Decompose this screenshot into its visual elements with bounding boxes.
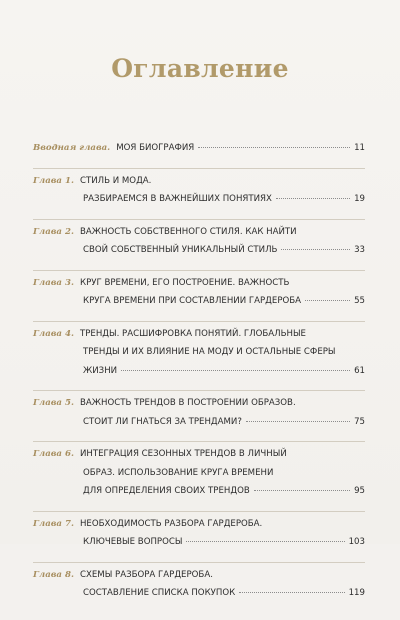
- toc-entry: [33, 278, 365, 315]
- chapter-label: Глава 2.: [33, 226, 74, 237]
- page-number: 33: [354, 245, 365, 255]
- toc-line: [33, 468, 365, 487]
- chapter-title-text: МОЯ БИОГРАФИЯ: [116, 143, 195, 153]
- chapter-title-text: КЛЮЧЕВЫЕ ВОПРОСЫ: [83, 537, 183, 547]
- toc-entry: [33, 227, 365, 264]
- dot-leader: [281, 249, 350, 250]
- toc-line: [33, 366, 365, 385]
- page-number: 61: [354, 365, 365, 376]
- dot-leader: [276, 198, 350, 199]
- chapter-title-text: ДЛЯ ОПРЕДЕЛЕНИЯ СВОИХ ТРЕНДОВ: [83, 486, 250, 496]
- chapter-title-text: НЕОБХОДИМОСТЬ РАЗБОРА ГАРДЕРОБА.: [79, 518, 263, 529]
- toc-line: [33, 398, 365, 417]
- chapter-title-text: КРУГ ВРЕМЕНИ, ЕГО ПОСТРОЕНИЕ. ВАЖНОСТЬ: [79, 277, 290, 288]
- chapter-title-text: ЖИЗНИ: [83, 365, 118, 376]
- chapter-label: Глава 5.: [33, 398, 74, 408]
- entry-divider: [33, 168, 365, 169]
- toc-line: [33, 278, 365, 297]
- chapter-label: Глава 3.: [33, 277, 74, 288]
- page-number: 19: [354, 194, 365, 204]
- toc-line: [33, 176, 365, 195]
- toc-line: [33, 486, 365, 505]
- chapter-label: Глава 7.: [33, 518, 74, 529]
- toc-entry: [33, 570, 365, 607]
- chapter-title-text: СТИЛЬ И МОДА.: [79, 175, 152, 186]
- chapter-title-text: ОБРАЗ. ИСПОЛЬЗОВАНИЕ КРУГА ВРЕМЕНИ: [83, 467, 274, 478]
- table-of-contents: [33, 143, 365, 620]
- toc-entry: [33, 398, 365, 435]
- chapter-label: Вводная глава.: [33, 143, 111, 153]
- dot-leader: [305, 300, 350, 301]
- entry-divider: [33, 219, 365, 220]
- chapter-title-text: ТРЕНДЫ. РАСШИФРОВКА ПОНЯТИЙ. ГЛОБАЛЬНЫЕ: [79, 328, 306, 339]
- chapter-label: Глава 8.: [33, 569, 74, 580]
- chapter-title-text: РАЗБИРАЕМСЯ В ВАЖНЕЙШИХ ПОНЯТИЯХ: [83, 194, 272, 204]
- toc-line: [33, 570, 365, 589]
- chapter-title-text: СТОИТ ЛИ ГНАТЬСЯ ЗА ТРЕНДАМИ?: [83, 416, 242, 427]
- dot-leader: [254, 490, 350, 491]
- chapter-title-text: ВАЖНОСТЬ ТРЕНДОВ В ПОСТРОЕНИИ ОБРАЗОВ.: [79, 398, 296, 408]
- chapter-label: Глава 4.: [33, 328, 74, 339]
- dot-leader: [186, 541, 344, 542]
- dot-leader: [198, 147, 350, 148]
- toc-line: [33, 347, 365, 366]
- dot-leader: [121, 370, 350, 371]
- chapter-title-text: СХЕМЫ РАЗБОРА ГАРДЕРОБА.: [79, 569, 213, 580]
- toc-line: [33, 329, 365, 348]
- entry-divider: [33, 441, 365, 442]
- dot-leader: [246, 421, 350, 422]
- page-number: 119: [348, 588, 365, 598]
- chapter-title-text: ВАЖНОСТЬ СОБСТВЕННОГО СТИЛЯ. КАК НАЙТИ: [79, 226, 297, 237]
- page-number: 103: [348, 537, 365, 547]
- page-title: Оглавление: [111, 54, 289, 83]
- page-number: 55: [354, 296, 365, 306]
- dot-leader: [239, 592, 344, 593]
- page-number: 95: [354, 486, 365, 496]
- toc-line: [33, 537, 365, 556]
- toc-line: [33, 227, 365, 246]
- chapter-title-text: ИНТЕГРАЦИЯ СЕЗОННЫХ ТРЕНДОВ В ЛИЧНЫЙ: [79, 449, 287, 459]
- toc-line: [33, 449, 365, 468]
- toc-line: [33, 417, 365, 436]
- chapter-title-text: ТРЕНДЫ И ИХ ВЛИЯНИЕ НА МОДУ И ОСТАЛЬНЫЕ СФЕРЫ: [83, 347, 336, 357]
- toc-line: [33, 588, 365, 607]
- entry-divider: [33, 390, 365, 391]
- entry-divider: [33, 321, 365, 322]
- page-number: 75: [354, 416, 365, 427]
- chapter-title-text: СОСТАВЛЕНИЕ СПИСКА ПОКУПОК: [83, 588, 236, 598]
- entry-divider: [33, 511, 365, 512]
- toc-line: [33, 519, 365, 538]
- toc-line: [33, 143, 365, 162]
- toc-entry: [33, 449, 365, 505]
- page-number: 11: [354, 143, 365, 153]
- toc-line: [33, 194, 365, 213]
- toc-line: [33, 296, 365, 315]
- chapter-label: Глава 6.: [33, 449, 74, 459]
- chapter-title-text: СВОЙ СОБСТВЕННЫЙ УНИКАЛЬНЫЙ СТИЛЬ: [83, 245, 278, 255]
- entry-divider: [33, 270, 365, 271]
- entry-divider: [33, 562, 365, 563]
- toc-line: [33, 245, 365, 264]
- chapter-label: Глава 1.: [33, 175, 74, 186]
- toc-entry: [33, 329, 365, 385]
- toc-entry: [33, 176, 365, 213]
- toc-entry: [33, 143, 365, 162]
- chapter-title-text: КРУГА ВРЕМЕНИ ПРИ СОСТАВЛЕНИИ ГАРДЕРОБА: [83, 296, 302, 306]
- toc-entry: [33, 519, 365, 556]
